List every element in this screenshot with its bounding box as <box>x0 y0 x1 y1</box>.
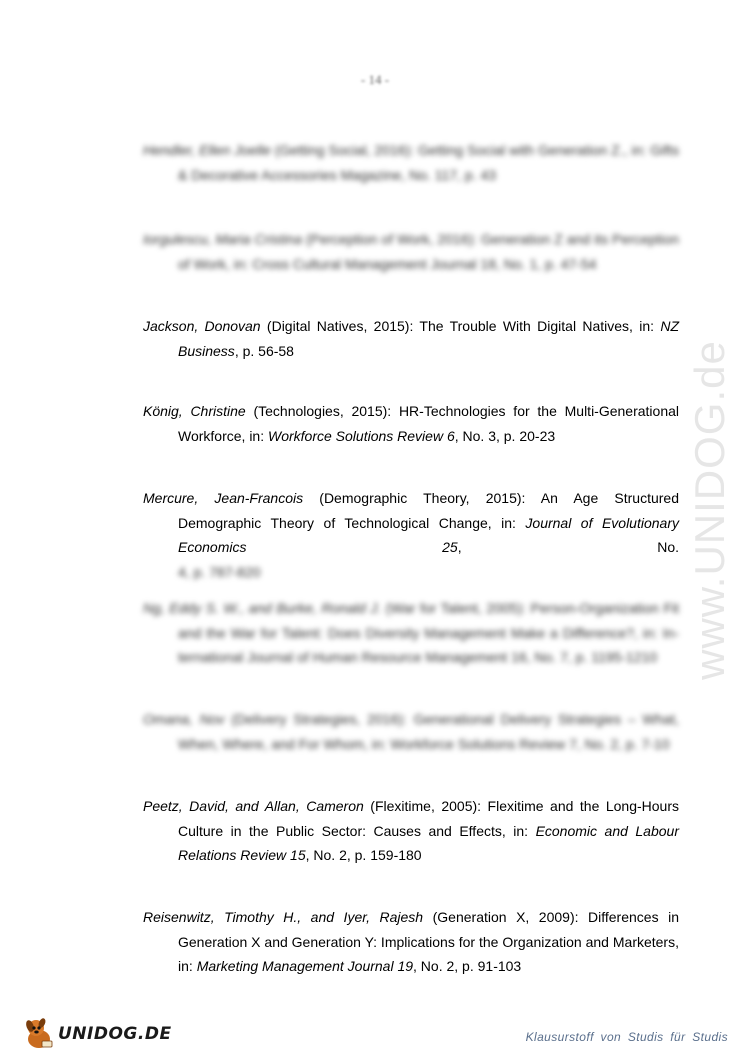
ref-author: Omana, Nov <box>143 711 225 727</box>
reference-entry-9 <box>143 905 679 979</box>
ref-author: Peetz, David, and Allan, Cameron <box>143 798 364 814</box>
ref-author: Reisenwitz, Timothy H., and Iyer, Rajesh <box>143 909 424 925</box>
ref-author: Mercure, Jean-Francois <box>143 490 304 506</box>
ref-details: , p. 56-58 <box>234 342 294 359</box>
ref-text: (Perception of Work, 2016): Generation Z and its Perception <box>301 231 679 247</box>
ref-text: When, Where, and For Whom, in: Workforce Solutions Review 7, No. 2, p. 7-10 <box>178 735 670 752</box>
ref-details: , No. 2, p. 159-180 <box>305 847 422 863</box>
ref-text: (Delivery Strategies, 2016): Generational Delivery Strategies – What, <box>224 711 679 727</box>
ref-text: ternational Journal of Human Resource Management 16, No. 7, p. 1195-1210 <box>178 649 658 665</box>
ref-journal: NZ Business <box>178 318 680 359</box>
ref-journal: Marketing Management Journal 19 <box>196 958 414 974</box>
reference-entry-2 <box>143 227 679 276</box>
ref-details-blurred: 4, p. 787-820 <box>178 563 261 580</box>
ref-author: Hendler, Ellen Joelle <box>143 142 271 158</box>
ref-text: (Digital Natives, 2015): The Trouble With Digital Natives, in: <box>260 318 661 334</box>
reference-entry-3 <box>143 314 679 363</box>
reference-entry-5 <box>143 486 679 584</box>
ref-details: , No. 3, p. 20-23 <box>454 427 556 444</box>
ref-journal: Journal of Evolutionary Economics 25 <box>178 514 679 555</box>
watermark <box>680 280 740 740</box>
ref-text: (Demographic Theory, 2015): An Age Structured Demographic Theory of Technological Change, in: <box>178 490 679 531</box>
ref-text: (Flexitime, 2005): Flexitime and the Long-Hours Culture in the Public Sector: Causes and Effects, in: <box>178 798 679 839</box>
reference-entry-4 <box>143 399 679 448</box>
page-number: - 14 - <box>360 72 390 87</box>
ref-author: Jackson, Donovan <box>143 318 261 334</box>
ref-details: , No. <box>457 539 679 555</box>
ref-details: , No. 2, p. 91-103 <box>413 958 522 974</box>
reference-entry-7 <box>143 707 679 756</box>
ref-text: and the War for Talent: Does Diversity Management Make a Difference?, in: In- <box>178 624 679 641</box>
ref-author: Ng, Eddy S. W., and Burke, Ronald J. <box>143 600 382 616</box>
ref-author: Iorgulescu, Maria Cristina <box>143 231 302 247</box>
ref-text: (Generation X, 2009): Differences in Generation X and Generation Y: Implications for the Organization and Marketers, in: <box>178 909 679 974</box>
ref-author: König, Christine <box>143 403 246 419</box>
reference-entry-8 <box>143 794 679 868</box>
ref-journal: Workforce Solutions Review 6 <box>268 427 455 444</box>
ref-journal: Economic and Labour Relations Review 15 <box>178 822 679 863</box>
ref-text: (Getting Social, 2016): Getting Social with Generation Z., in: Gifts <box>270 142 680 158</box>
ref-text: of Work, in: Cross Cultural Management Journal 18, No. 1, p. 47-54 <box>178 255 597 272</box>
reference-entry-1 <box>143 138 679 187</box>
unidog-logo[interactable] <box>22 1016 172 1052</box>
ref-text: & Decorative Accessories Magazine, No. 117, p. 43 <box>178 166 497 183</box>
watermark-text: www.UNIDOG.de <box>686 340 733 680</box>
footer-tagline: Klausurstoff von Studis für Studis <box>525 1030 728 1044</box>
dog-mascot-icon <box>22 1017 56 1051</box>
reference-entry-6 <box>143 596 679 670</box>
logo-text: UNIDOG.DE <box>58 1024 172 1044</box>
ref-text: (Technologies, 2015): HR-Technologies for the Multi-Generational Workforce, in: <box>178 403 680 444</box>
ref-text: (War for Talent, 2005): Person-Organization Fit <box>381 600 680 616</box>
